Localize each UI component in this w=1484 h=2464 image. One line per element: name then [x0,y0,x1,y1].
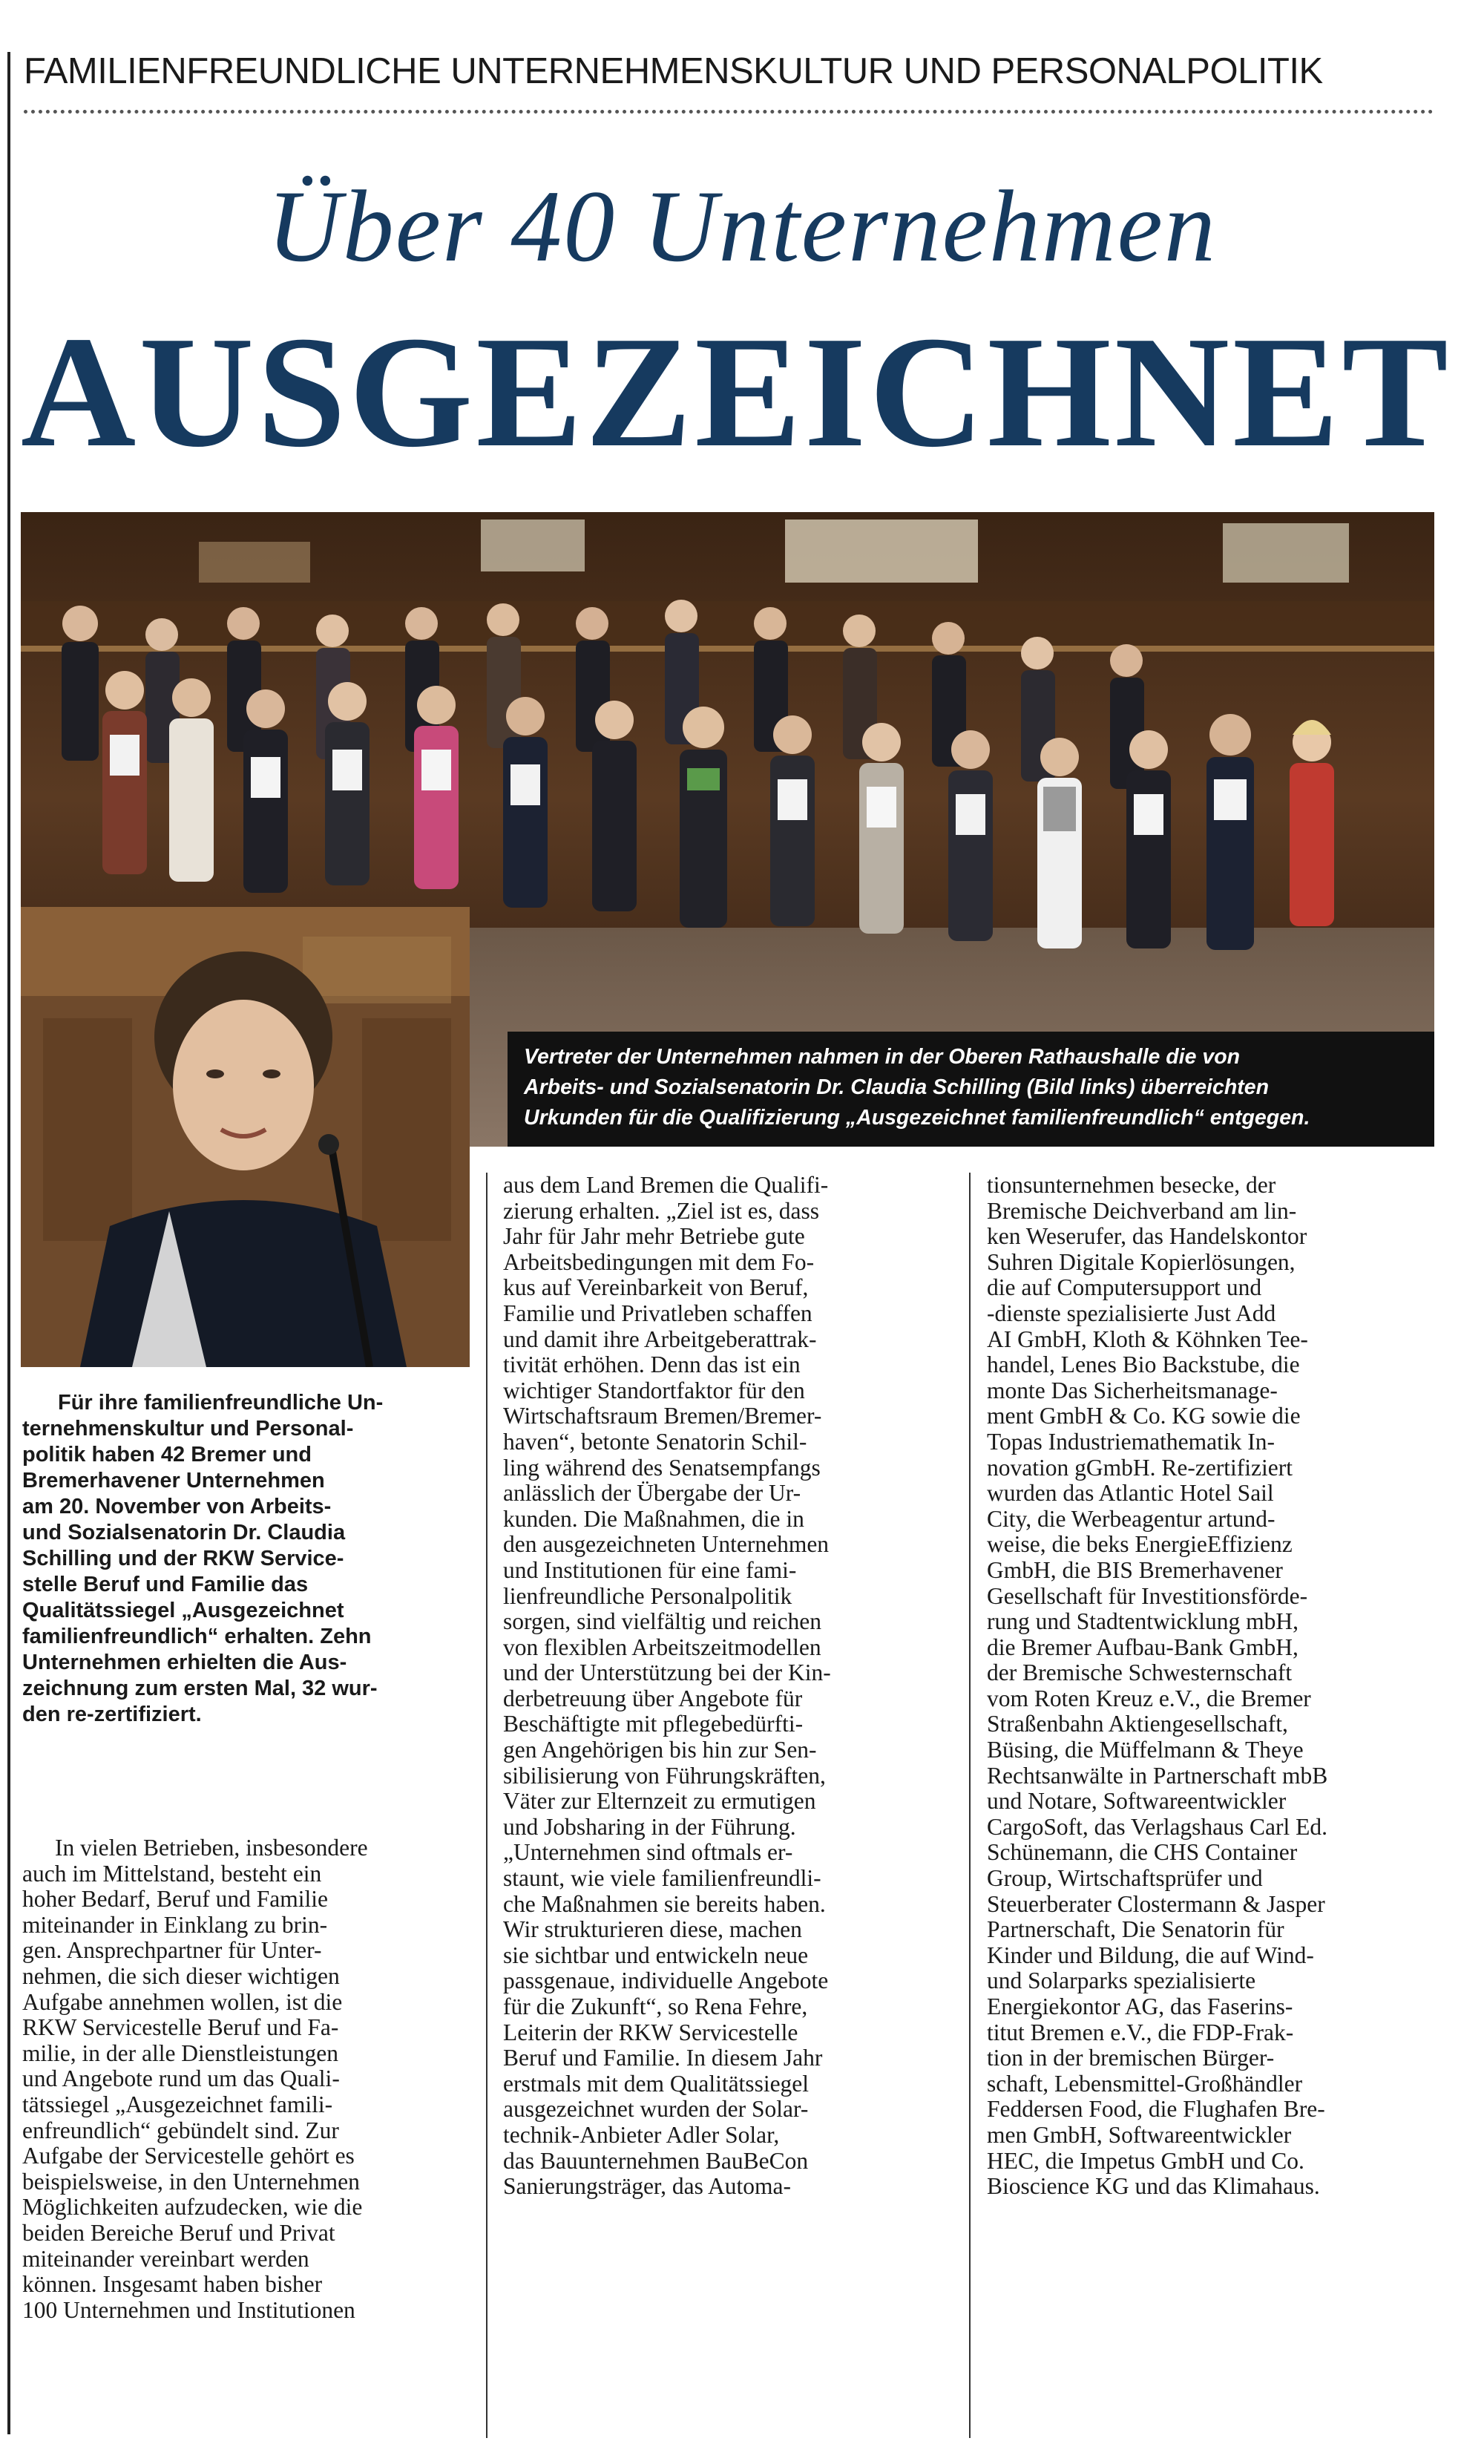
body-line: vom Roten Kreuz e.V., die Bremer [987,1685,1311,1711]
body-line: enfreundlich“ gebündelt sind. Zur [22,2117,339,2143]
body-line: zierung erhalten. „Ziel ist es, dass [503,1197,819,1224]
body-line: Kinder und Bildung, die auf Wind- [987,1942,1314,1968]
body-line: AI GmbH, Kloth & Köhnken Tee- [987,1326,1308,1352]
body-line: Straßenbahn Aktiengesellschaft, [987,1711,1288,1737]
body-line: In vielen Betrieben, insbesondere [55,1835,368,1861]
body-line: novation gGmbH. Re-zertifiziert [987,1454,1293,1481]
body-line: Arbeitsbedingungen mit dem Fo- [503,1248,815,1275]
lead-line: und Sozialsenatorin Dr. Claudia [22,1521,346,1544]
body-line: sibilisierung von Führungskräften, [503,1762,826,1789]
body-line: ling während des Senatsempfangs [503,1454,821,1481]
body-line: -dienste spezialisierte Just Add [987,1300,1276,1326]
body-line: Wirtschaftsraum Bremen/Bremer- [503,1403,822,1429]
body-line: Steuerberater Clostermann & Jasper [987,1890,1325,1917]
body-line: milie, in der alle Dienstleistungen [22,2039,339,2066]
body-line: lienfreundliche Personalpolitik [503,1582,792,1609]
lead-paragraph [22,1390,471,1728]
body-column-2 [503,1173,952,2200]
body-line: tionsunternehmen besecke, der [987,1172,1276,1198]
column-rule [969,1173,971,2438]
body-line: Bremische Deichverband am lin- [987,1197,1297,1224]
lead-line: Für ihre familienfreundliche Un- [58,1391,384,1415]
body-line: Feddersen Food, die Flughafen Bre- [987,2096,1325,2123]
body-line: che Maßnahmen sie bereits haben. [503,1890,826,1917]
lead-line: politik haben 42 Bremer und [22,1443,312,1467]
lead-line: Qualitätssiegel „Ausgezeichnet [22,1599,344,1622]
body-line: und Solarparks spezialisierte [987,1967,1256,1994]
portrait-photo [21,907,470,1367]
dotted-divider [24,110,1434,114]
body-line: miteinander vereinbart werden [22,2245,309,2272]
lead-line: ternehmenskultur und Personal- [22,1417,354,1441]
body-line: Väter zur Elternzeit zu ermutigen [503,1788,816,1815]
body-line: ken Weserufer, das Handelskontor [987,1223,1307,1250]
body-line: Group, Wirtschaftsprüfer und [987,1865,1263,1892]
body-line: anlässlich der Übergabe der Ur- [503,1480,801,1507]
body-line: tivität erhöhen. Denn das ist ein [503,1351,801,1378]
body-line: Partnerschaft, Die Senatorin für [987,1916,1284,1943]
body-line: und Notare, Softwareentwickler [987,1788,1287,1815]
body-line: wurden das Atlantic Hotel Sail [987,1480,1274,1507]
body-line: auch im Mittelstand, besteht ein [22,1860,322,1887]
body-line: gen Angehörigen bis hin zur Sen- [503,1737,817,1763]
body-line: technik-Anbieter Adler Solar, [503,2121,780,2148]
lead-line: am 20. November von Arbeits- [22,1495,332,1518]
body-line: „Unternehmen sind oftmals er- [503,1839,793,1866]
body-line: weise, die beks EnergieEffizienz [987,1531,1293,1558]
body-line: derbetreuung über Angebote für [503,1685,803,1711]
body-line: Möglichkeiten aufzudecken, wie die [22,2194,363,2221]
body-line: Familie und Privatleben schaffen [503,1300,812,1326]
body-line: titut Bremen e.V., die FDP-Frak- [987,2019,1294,2045]
body-line: wichtiger Standortfaktor für den [503,1377,805,1403]
body-line: Beruf und Familie. In diesem Jahr [503,2045,823,2071]
body-line: Aufgabe annehmen wollen, ist die [22,1988,343,2015]
body-line: Beschäftigte mit pflegebedürfti- [503,1711,804,1737]
body-line: CargoSoft, das Verlagshaus Carl Ed. [987,1813,1328,1840]
body-line: passgenaue, individuelle Angebote [503,1967,829,1994]
body-line: Büsing, die Müffelmann & Theye [987,1737,1304,1763]
body-column-1 [22,1835,471,2323]
lead-line: stelle Beruf und Familie das [22,1573,309,1596]
body-line: monte Das Sicherheitsmanage- [987,1377,1278,1403]
body-line: RKW Servicestelle Beruf und Fa- [22,2014,339,2041]
body-line: staunt, wie viele familienfreundli- [503,1865,821,1892]
body-line: 100 Unternehmen und Institutionen [22,2296,355,2323]
body-line: für die Zukunft“, so Rena Fehre, [503,1993,808,2019]
body-line: Gesellschaft für Investitionsförde- [987,1582,1308,1609]
left-border-rule [7,52,10,2434]
body-line: und Jobsharing in der Führung. [503,1813,796,1840]
body-line: Rechtsanwälte in Partnerschaft mbB [987,1762,1328,1789]
body-line: können. Insgesamt haben bisher [22,2271,323,2298]
body-line: aus dem Land Bremen die Qualifi- [503,1172,829,1198]
body-line: und Institutionen für eine fami- [503,1556,797,1583]
body-line: haven“, betonte Senatorin Schil- [503,1428,807,1455]
body-line: das Bauunternehmen BauBeCon [503,2147,809,2174]
body-line: HEC, die Impetus GmbH und Co. [987,2147,1304,2174]
body-line: und Angebote rund um das Quali- [22,2065,340,2092]
body-line: kunden. Die Maßnahmen, die in [503,1505,804,1532]
body-column-3 [987,1173,1436,2200]
body-line: erstmals mit dem Qualitätssiegel [503,2070,810,2097]
body-line: kus auf Vereinbarkeit von Beruf, [503,1274,809,1301]
headline-line-1: Über 40 Unternehmen [267,169,1217,283]
body-line: Aufgabe der Servicestelle gehört es [22,2143,355,2169]
body-line: Energiekontor AG, das Faserins- [987,1993,1293,2019]
body-line: miteinander in Einklang zu brin- [22,1911,328,1938]
body-line: Jahr für Jahr mehr Betriebe gute [503,1223,805,1250]
body-line: Sanierungsträger, das Automa- [503,2173,792,2200]
body-line: beiden Bereiche Beruf und Privat [22,2219,335,2246]
body-line: und damit ihre Arbeitgeberattrak- [503,1326,817,1352]
headline-line-2: AUSGEZEICHNET [21,303,1451,480]
lead-line: den re-zertifiziert. [22,1703,202,1726]
body-line: ausgezeichnet wurden der Solar- [503,2096,809,2123]
body-line: Leiterin der RKW Servicestelle [503,2019,798,2045]
body-line: Topas Industriemathematik In- [987,1428,1275,1455]
body-line: handel, Lenes Bio Backstube, die [987,1351,1300,1378]
caption-line: Vertreter der Unternehmen nahmen in der Oberen Rathaushalle die von [524,1045,1241,1069]
body-line: sie sichtbar und entwickeln neue [503,1942,809,1968]
body-line: Wir strukturieren diese, machen [503,1916,802,1943]
body-line: tätssiegel „Ausgezeichnet famili- [22,2091,333,2117]
body-line: Suhren Digitale Kopierlösungen, [987,1248,1296,1275]
body-line: rung und Stadtentwicklung mbH, [987,1608,1298,1635]
photo-caption [508,1032,1434,1147]
lead-line: Bremerhavener Unternehmen [22,1469,325,1493]
section-rubric: FAMILIENFREUNDLICHE UNTERNEHMENSKULTUR UND PERSONALPOLITIK [24,51,1323,91]
body-line: hoher Bedarf, Beruf und Familie [22,1886,329,1913]
body-line: die Bremer Aufbau-Bank GmbH, [987,1634,1298,1660]
body-line: GmbH, die BIS Bremerhavener [987,1556,1283,1583]
body-line: Bioscience KG und das Klimahaus. [987,2173,1320,2200]
body-line: ment GmbH & Co. KG sowie die [987,1403,1301,1429]
body-line: men GmbH, Softwareentwickler [987,2121,1292,2148]
body-line: der Bremische Schwesternschaft [987,1659,1293,1686]
caption-line: Urkunden für die Qualifizierung „Ausgezeichnet familienfreundlich“ entgegen. [524,1106,1310,1130]
body-line: Schünemann, die CHS Container [987,1839,1298,1866]
body-line: von flexiblen Arbeitszeitmodellen [503,1634,821,1660]
lead-line: familienfreundlich“ erhalten. Zehn [22,1625,372,1648]
body-line: und der Unterstützung bei der Kin- [503,1659,831,1686]
body-line: schaft, Lebensmittel-Großhändler [987,2070,1303,2097]
body-line: den ausgezeichneten Unternehmen [503,1531,830,1558]
body-line: nehmen, die sich dieser wichtigen [22,1962,340,1989]
lead-line: Unternehmen erhielten die Aus- [22,1651,347,1674]
column-rule [486,1173,487,2438]
body-line: die auf Computersupport und [987,1274,1262,1301]
lead-line: Schilling und der RKW Service- [22,1547,344,1570]
body-line: beispielsweise, in den Unternehmen [22,2168,360,2195]
body-line: City, die Werbeagentur artund- [987,1505,1275,1532]
lead-line: zeichnung zum ersten Mal, 32 wur- [22,1677,378,1700]
caption-line: Arbeits- und Sozialsenatorin Dr. Claudia Schilling (Bild links) überreichten [524,1075,1269,1099]
body-line: tion in der bremischen Bürger- [987,2045,1275,2071]
body-line: sorgen, sind vielfältig und reichen [503,1608,821,1635]
body-line: gen. Ansprechpartner für Unter- [22,1937,322,1964]
